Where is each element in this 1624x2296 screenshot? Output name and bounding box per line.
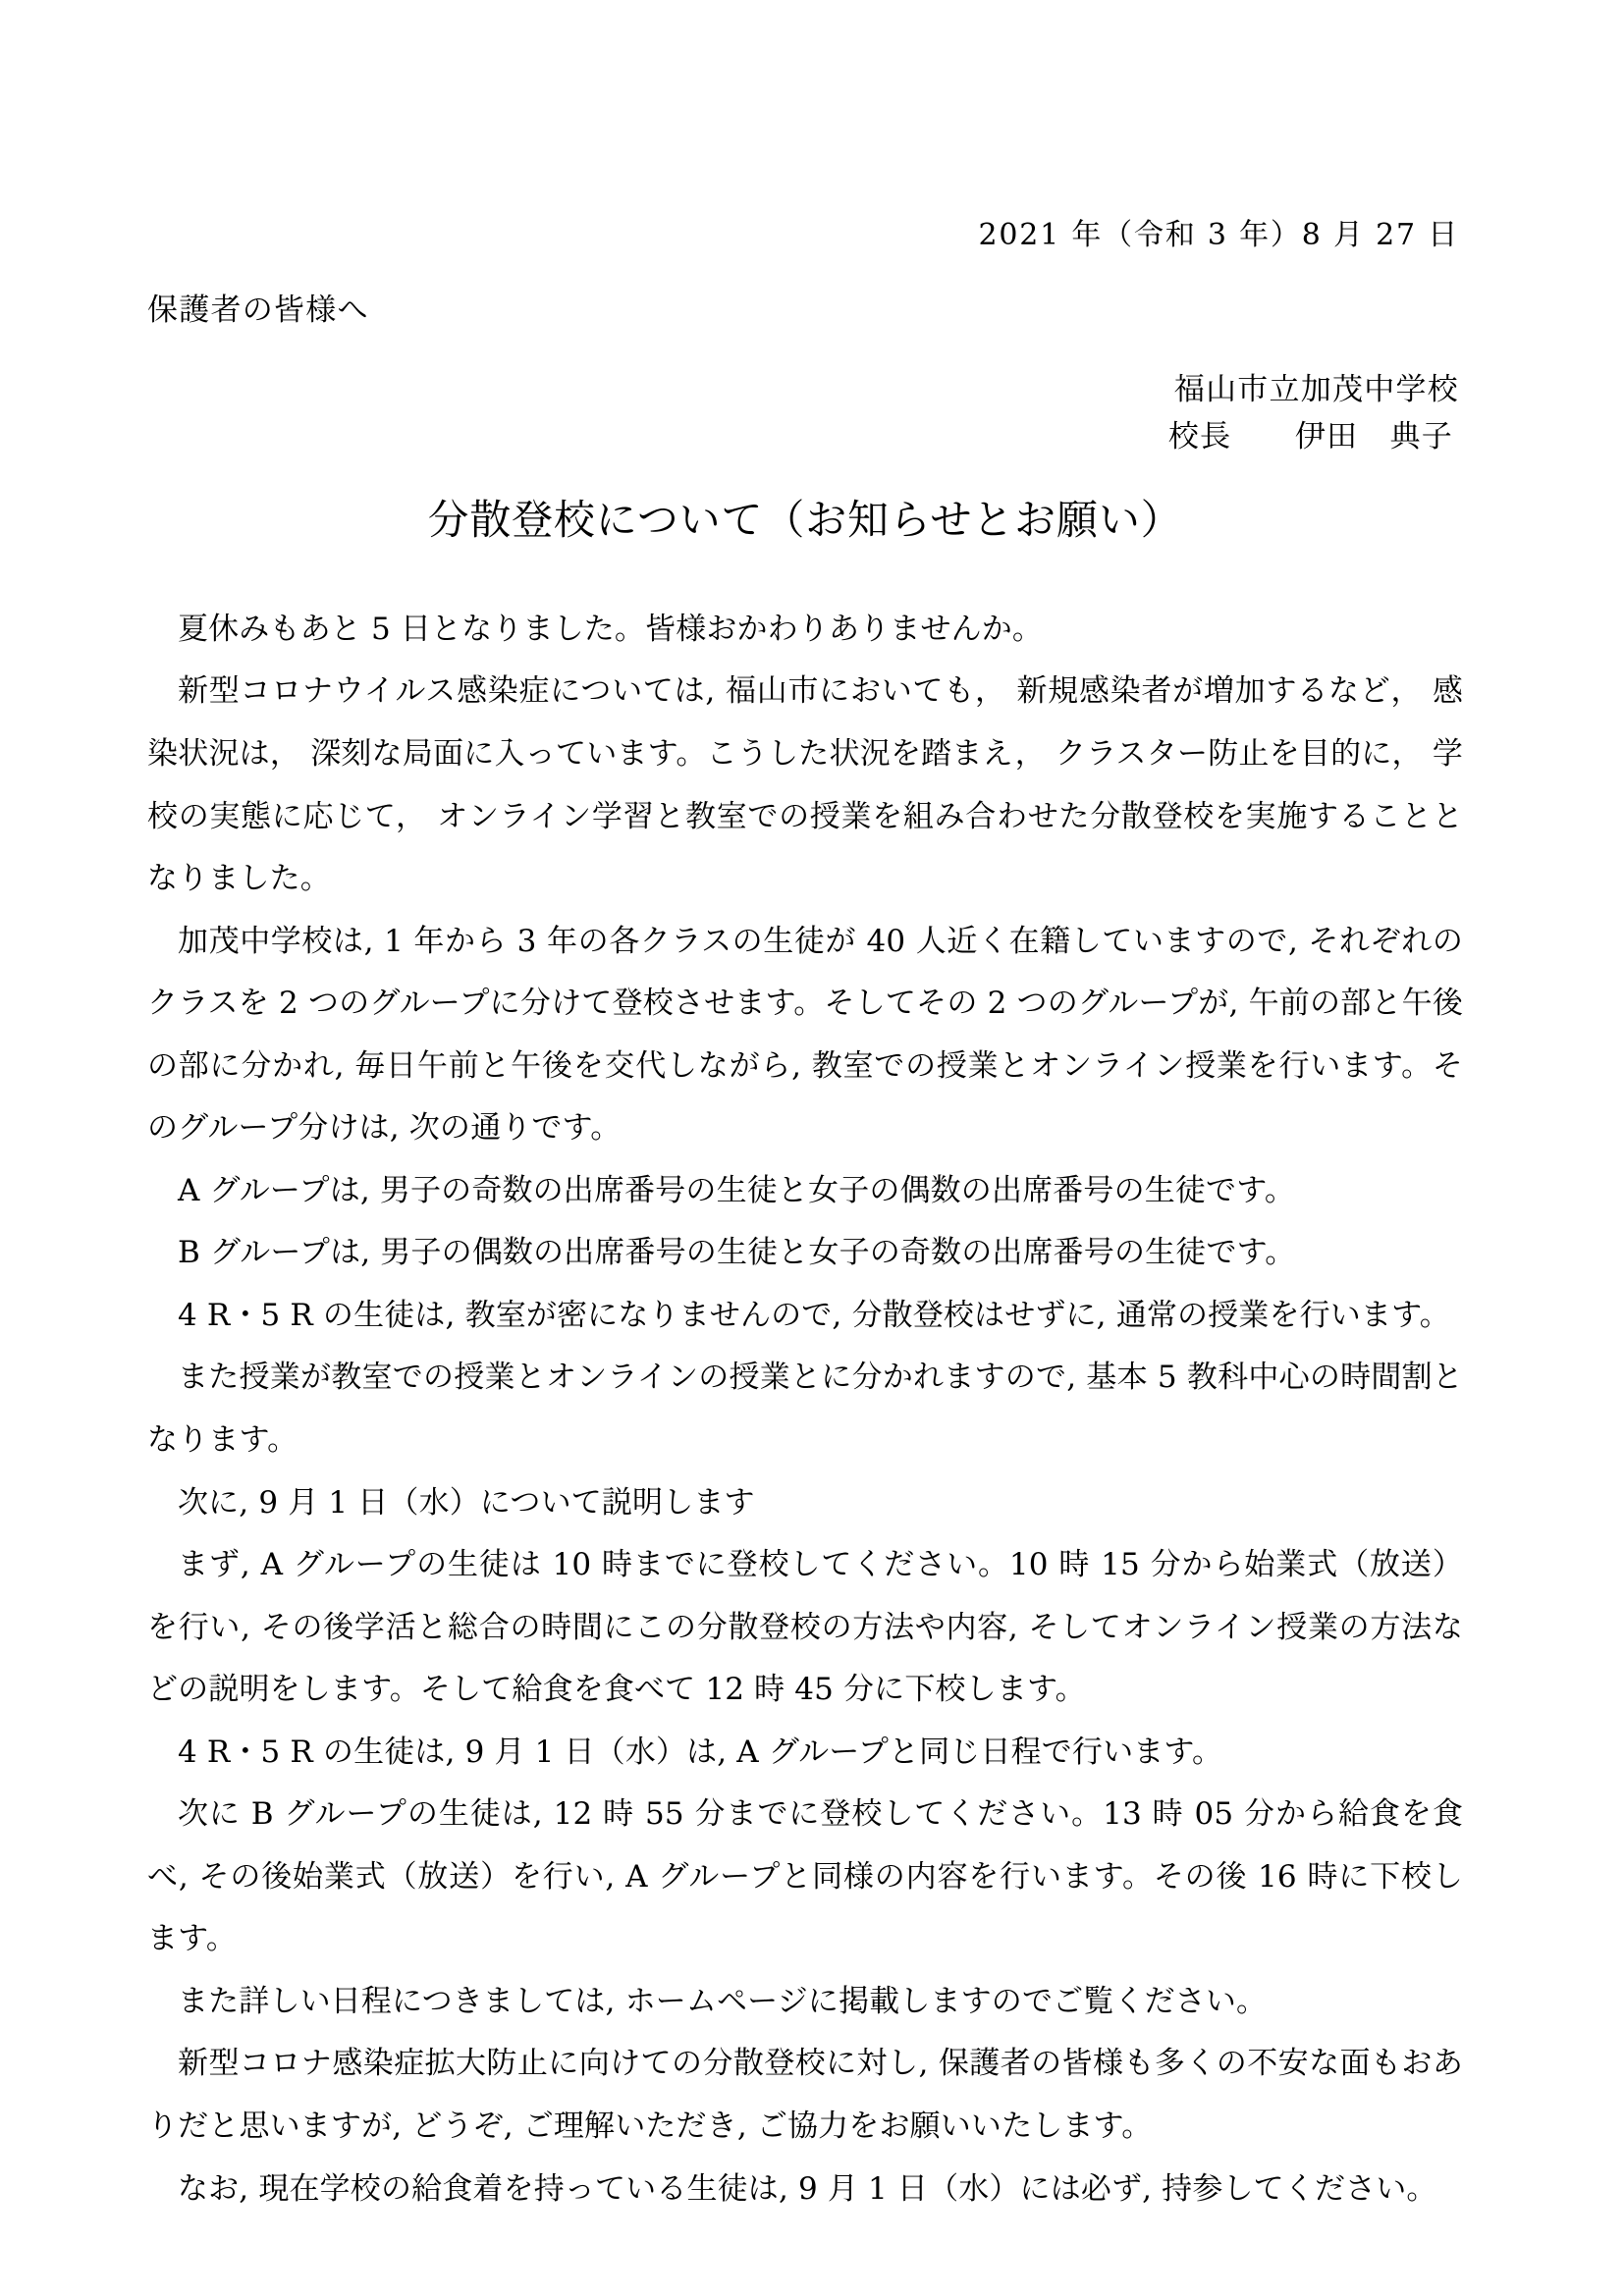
body-paragraph-lunch-apron: なお, 現在学校の給食着を持っている生徒は, 9 月 1 日（水）には必ず, 持参してください。	[178, 2170, 1437, 2207]
body-paragraph-group-b: B グループは, 男子の偶数の出席番号の生徒と女子の奇数の出席番号の生徒です。	[178, 1235, 1296, 1271]
body-paragraph: 新型コロナウイルス感染症については, 福山市においても， 新規感染者が増加するなど， 感染状況は， 深刻な局面に入っています。こうした状況を踏まえ， クラスター防止を目的に， 学校の実態に応じて， オンライン学習と教室での授業を組み合わせた分散登校を実施することとなりました。	[147, 673, 1463, 897]
document-body	[147, 599, 1463, 2220]
body-paragraph: 加茂中学校は, 1 年から 3 年の各クラスの生徒が 40 人近く在籍していますので, それぞれのクラスを 2 つのグループに分けて登校させます。そしてその 2 つのグループが, 午前の部と午後の部に分かれ, 毎日午前と午後を交代しながら, 教室での授業とオンライン授業を行います。そのグループ分けは, 次の通りです。	[147, 923, 1463, 1147]
document-content	[147, 0, 1463, 2220]
body-paragraph-group-b-schedule: 次に B グループの生徒は, 12 時 55 分までに登校してください。13 時 05 分から給食を食べ, その後始業式（放送）を行い, A グループと同様の内容を行います。その後 16 時に下校します。	[147, 1796, 1463, 1957]
body-paragraph-group-a: A グループは, 男子の奇数の出席番号の生徒と女子の偶数の出席番号の生徒です。	[178, 1172, 1296, 1208]
sender-school-name: 福山市立加茂中学校	[1173, 372, 1459, 408]
body-paragraph-website-notice: また詳しい日程につきましては, ホームページに掲載しますのでご覧ください。	[178, 1983, 1268, 2019]
sender-block	[147, 366, 1463, 460]
page-title: 分散登校について（お知らせとお願い）	[427, 496, 1183, 545]
body-paragraph-4r5r: 4 R・5 R の生徒は, 教室が密になりませんので, 分散登校はせずに, 通常の授業を行います。	[178, 1297, 1450, 1333]
body-paragraph: また授業が教室での授業とオンラインの授業とに分かれますので, 基本 5 教科中心の時間割となります。	[147, 1360, 1463, 1458]
body-paragraph-sept1-intro: 次に, 9 月 1 日（水）について説明します	[178, 1484, 755, 1521]
sender-principal-name: 校長 伊田 典子	[1167, 419, 1453, 455]
body-paragraph: 夏休みもあと 5 日となりました。皆様おかわりありませんか。	[178, 611, 1044, 647]
addressee-line: 保護者の皆様へ	[147, 293, 369, 328]
body-paragraph-4r5r-schedule: 4 R・5 R の生徒は, 9 月 1 日（水）は, A グループと同じ日程で行います。	[178, 1734, 1223, 1770]
body-paragraph-request: 新型コロナ感染症拡大防止に向けての分散登校に対し, 保護者の皆様も多くの不安な面もおありだと思いますが, どうぞ, ご理解いただき, ご協力をお願いいたします。	[147, 2046, 1463, 2144]
body-paragraph-group-a-schedule: まず, A グループの生徒は 10 時までに登校してください。10 時 15 分から始業式（放送）を行い, その後学活と総合の時間にこの分散登校の方法や内容, そしてオンライン授業の方法などの説明をします。そして給食を食べて 12 時 45 分に下校します。	[147, 1547, 1463, 1708]
issue-date: 2021 年（令和 3 年）8 月 27 日	[978, 218, 1459, 252]
